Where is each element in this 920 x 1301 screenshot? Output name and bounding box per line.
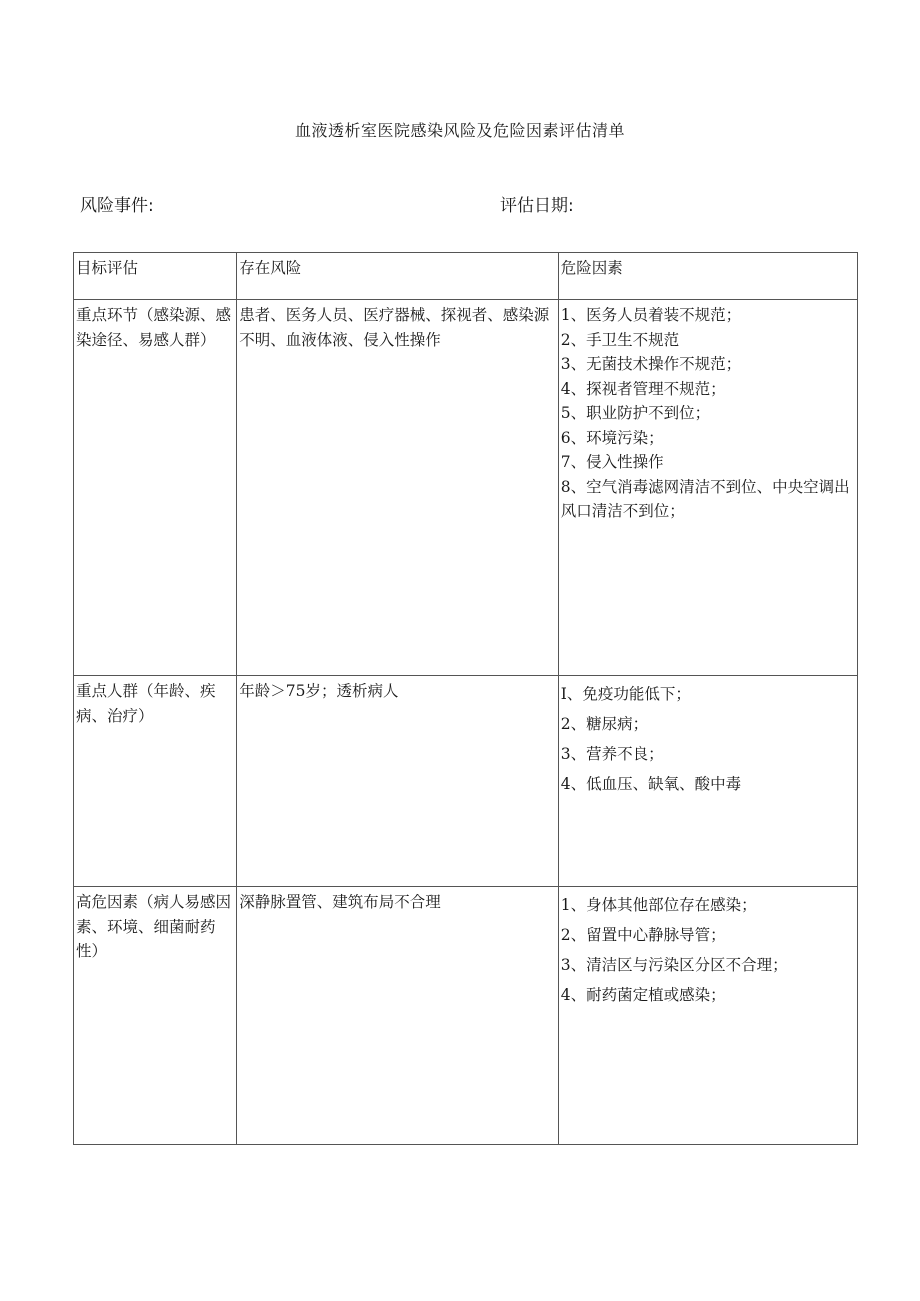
row-risk: 患者、医务人员、医疗器械、探视者、感染源不明、血液体液、侵入性操作 (237, 300, 559, 676)
risk-event-label: 风险事件: (80, 196, 154, 216)
header-factors: 危险因素 (558, 253, 857, 300)
header-risk: 存在风险 (237, 253, 559, 300)
factor-item: 8、空气消毒滤网清洁不到位、中央空调出风口清洁不到位； (560, 477, 850, 520)
factor-item: I、免疫功能低下； (560, 685, 691, 703)
table-row (74, 887, 858, 1145)
factor-item: 6、环境污染； (560, 428, 664, 447)
assessment-date-label: 评估日期: (500, 196, 574, 216)
factor-item: 5、职业防护不到位； (560, 404, 711, 422)
factor-item: 2、留置中心静脉导管； (560, 926, 726, 944)
factor-item: 3、清洁区与污染区分区不合理； (560, 956, 788, 974)
factor-item: 4、探视者管理不规范； (560, 379, 726, 398)
factor-item: 1、身体其他部位存在感染； (560, 896, 757, 914)
factor-item: 2、糖尿病； (560, 715, 649, 733)
factor-item: 2、手卫生不规范 (560, 330, 680, 349)
document-title: 血液透析室医院感染风险及危险因素评估清单 (294, 121, 625, 140)
factor-item: 3、无菌技术操作不规范； (560, 355, 742, 373)
factor-item: 4、耐药菌定植或感染； (560, 986, 726, 1004)
row-target: 高危因素（病人易感因素、环境、细菌耐药性） (74, 887, 237, 1145)
factor-item: 7、侵入性操作 (560, 453, 664, 471)
row-factors (558, 887, 857, 1145)
factor-item: 4、低血压、缺氧、酸中毒 (560, 775, 742, 793)
factor-item: 1、医务人员着装不规范； (560, 306, 742, 324)
table-row (74, 676, 858, 887)
factor-item: 3、营养不良； (560, 745, 664, 763)
header-target: 目标评估 (74, 253, 237, 300)
row-target: 重点人群（年龄、疾病、治疗） (74, 676, 237, 887)
row-target: 重点环节（感染源、感染途径、易感人群） (74, 300, 237, 676)
table-row (74, 300, 858, 676)
table-header-row (74, 253, 858, 300)
row-factors (558, 676, 857, 887)
row-factors (558, 300, 857, 676)
row-risk: 深静脉置管、建筑布局不合理 (237, 887, 559, 1145)
row-risk: 年龄＞75岁；透析病人 (237, 676, 559, 887)
assessment-table (73, 252, 858, 1145)
